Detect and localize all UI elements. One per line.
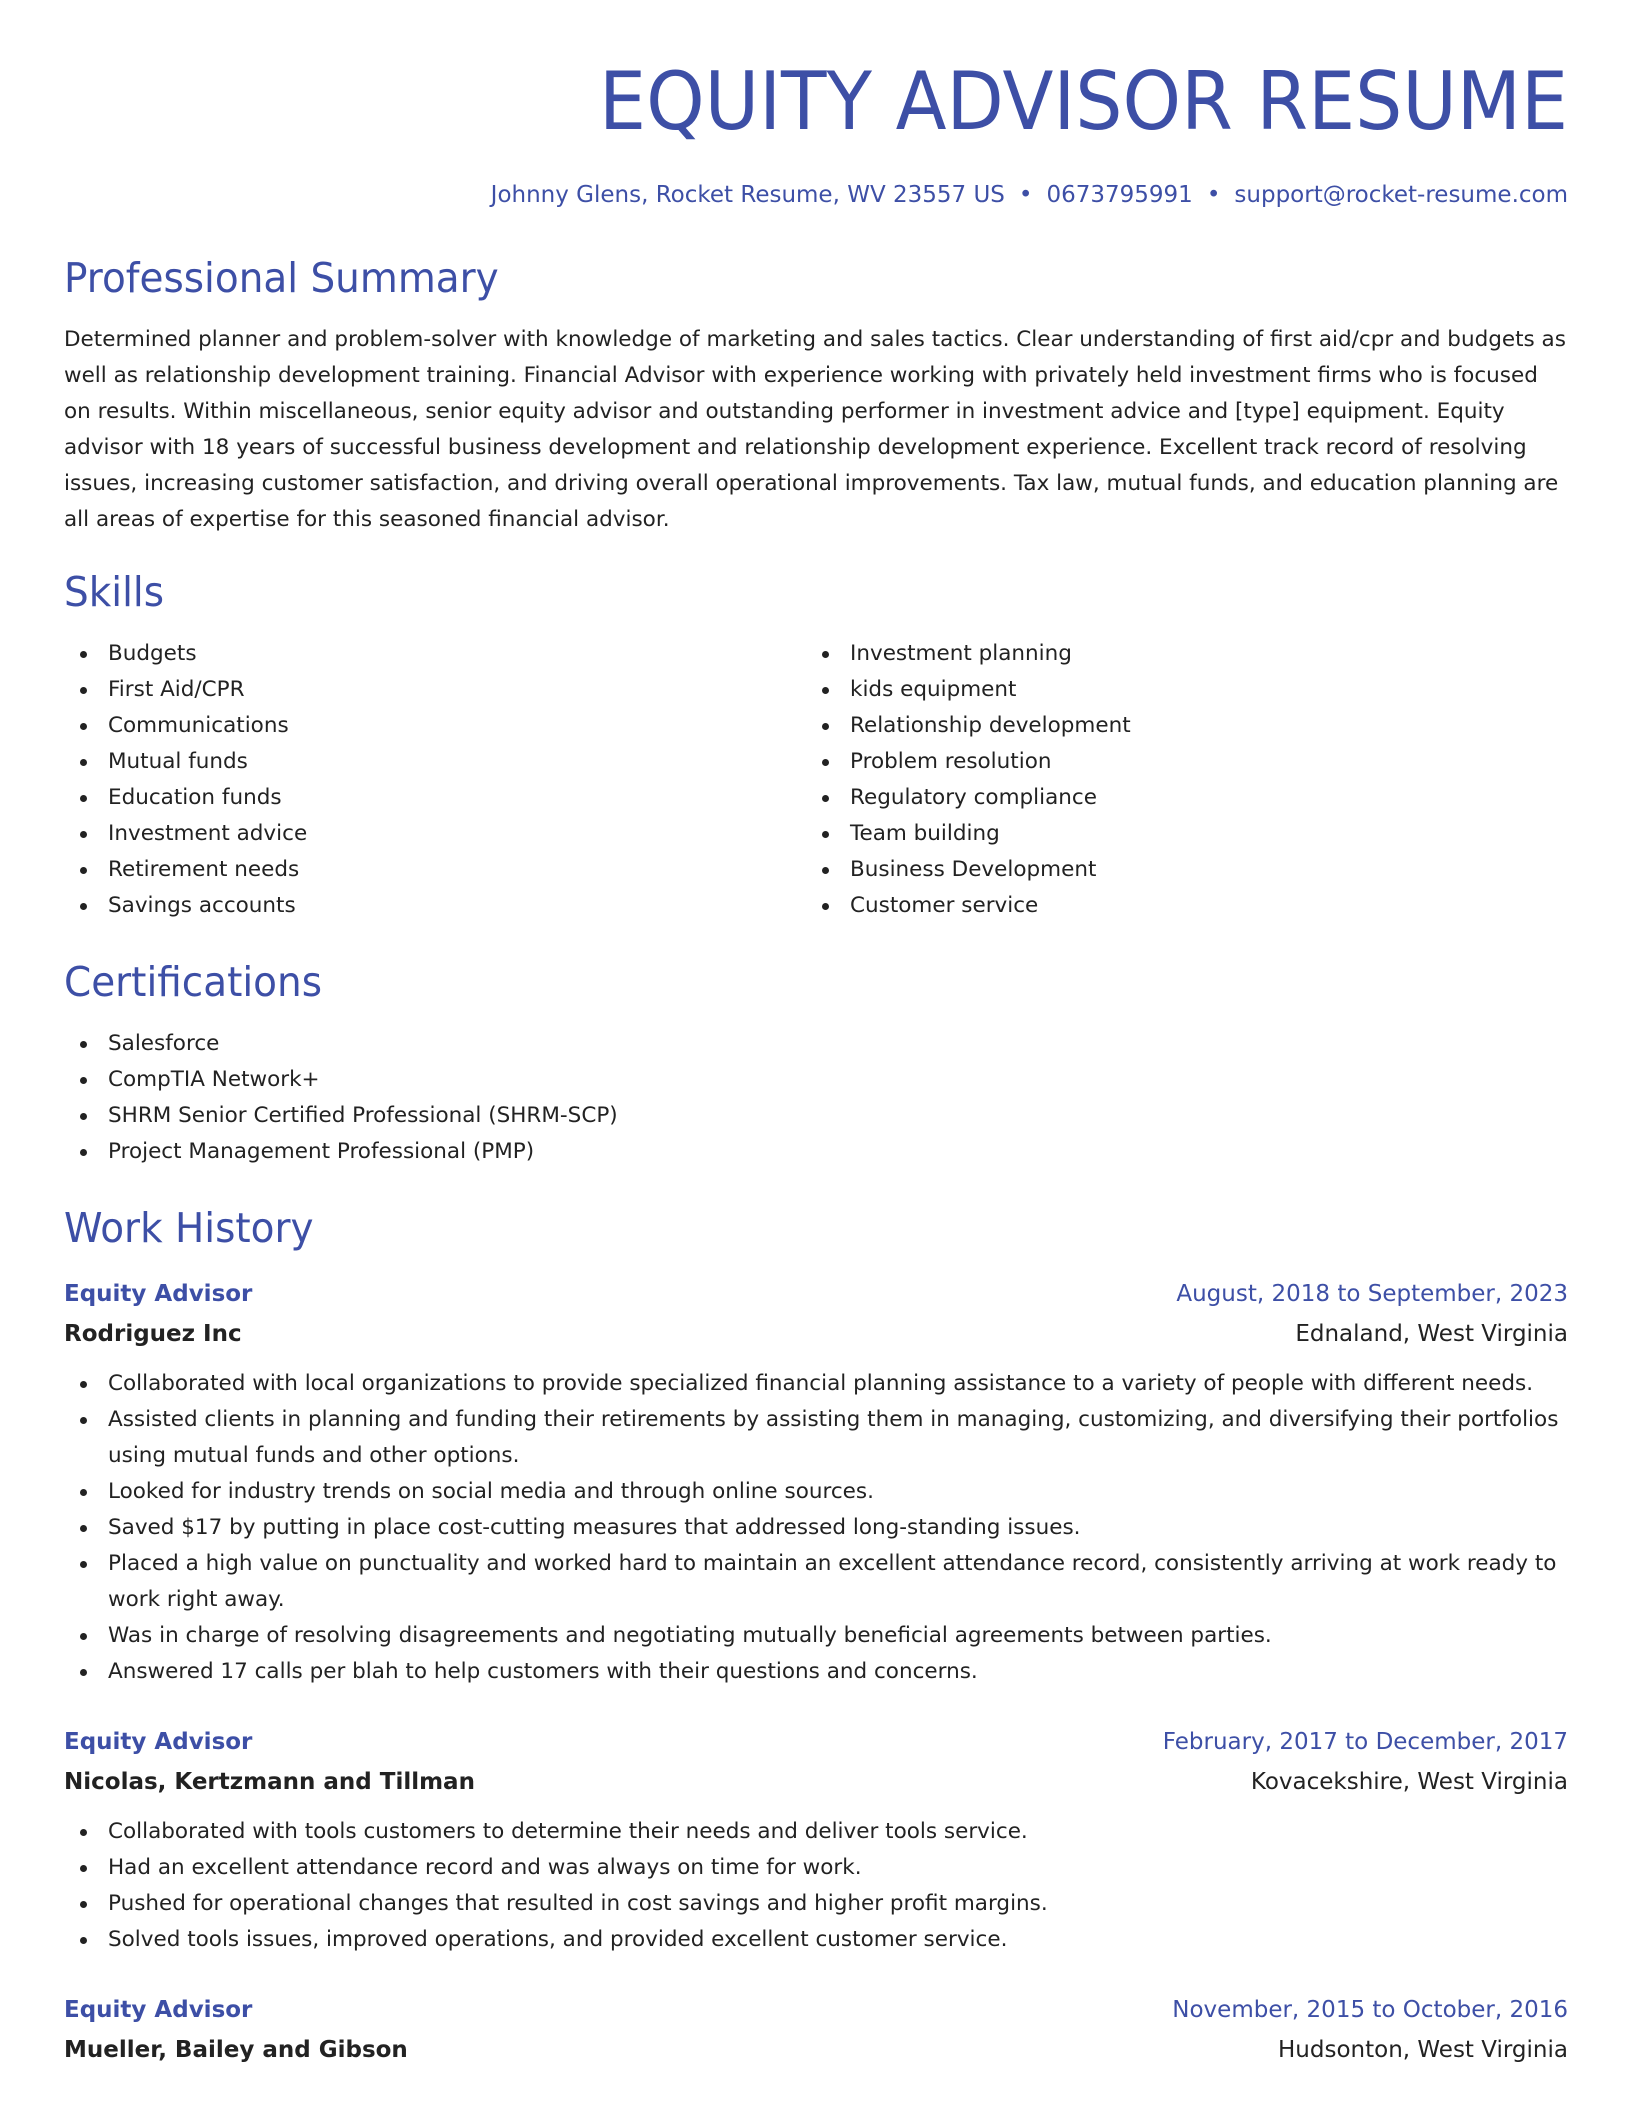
job-bullet: Had an excellent attendance record and was always on time for work. <box>64 1850 1568 1886</box>
skills-list-left <box>64 636 806 924</box>
skill-item: Communications <box>64 708 806 744</box>
certification-item: Salesforce <box>64 1026 1568 1062</box>
job-dates: August, 2018 to September, 2023 <box>1176 1281 1568 1307</box>
contact-separator: • <box>1206 182 1221 208</box>
contact-address: Johnny Glens, Rocket Resume, WV 23557 US <box>490 182 1005 208</box>
skill-item: kids equipment <box>806 672 1548 708</box>
skill-item: Savings accounts <box>64 888 806 924</box>
job-entry <box>64 1724 1568 1958</box>
job-bullet: Looked for industry trends on social media and through online sources. <box>64 1474 1568 1510</box>
skill-item: Budgets <box>64 636 806 672</box>
summary-heading: Professional Summary <box>64 254 499 302</box>
skill-item: Relationship development <box>806 708 1548 744</box>
certification-item: Project Management Professional (PMP) <box>64 1134 1568 1170</box>
skills-heading: Skills <box>64 568 165 616</box>
job-location: Ednaland, West Virginia <box>1295 1321 1568 1347</box>
job-company: Rodriguez Inc <box>64 1321 242 1347</box>
job-bullets <box>64 1366 1568 1690</box>
job-title: Equity Advisor <box>64 1281 253 1307</box>
contact-phone: 0673795991 <box>1046 182 1193 208</box>
job-bullet: Saved $17 by putting in place cost-cutting measures that addressed long-standing issues. <box>64 1510 1568 1546</box>
resume-title: EQUITY ADVISOR RESUME <box>599 55 1568 148</box>
job-bullets <box>64 1814 1568 1958</box>
job-bullet: Pushed for operational changes that resulted in cost savings and higher profit margins. <box>64 1886 1568 1922</box>
skill-item: Retirement needs <box>64 852 806 888</box>
skill-item: Problem resolution <box>806 744 1548 780</box>
skill-item: First Aid/CPR <box>64 672 806 708</box>
contact-separator: • <box>1018 182 1033 208</box>
job-bullet: Collaborated with tools customers to determine their needs and deliver tools service. <box>64 1814 1568 1850</box>
certifications-list <box>64 1026 1568 1170</box>
skill-item: Investment planning <box>806 636 1548 672</box>
certification-item: CompTIA Network+ <box>64 1062 1568 1098</box>
job-company: Mueller, Bailey and Gibson <box>64 2037 408 2063</box>
work-history-heading: Work History <box>64 1204 314 1252</box>
job-location: Hudsonton, West Virginia <box>1278 2037 1568 2063</box>
resume-page <box>64 0 1568 2112</box>
job-dates: February, 2017 to December, 2017 <box>1162 1729 1568 1755</box>
summary-text: Determined planner and problem-solver with knowledge of marketing and sales tactics. Clear understanding of first aid/cpr and budgets as well as relationship development training. Financial Advisor with experience working with privately held investment firms who is focused on results. Within miscellaneous, senior equity advisor and outstanding performer in investment advice and [type] equipment. Equity advisor with 18 years of successful business development and relationship development experience. Excellent track record of resolving issues, increasing customer satisfaction, and driving overall operational improvements. Tax law, mutual funds, and education planning are all areas of expertise for this seasoned financial advisor. <box>64 327 1566 532</box>
contact-email[interactable]: support@rocket-resume.com <box>1234 182 1568 208</box>
job-bullet: Answered 17 calls per blah to help customers with their questions and concerns. <box>64 1654 1568 1690</box>
job-bullet: Placed a high value on punctuality and worked hard to maintain an excellent attendance record, consistently arriving at work ready to work right away. <box>64 1546 1568 1618</box>
skill-item: Investment advice <box>64 816 806 852</box>
certification-item: SHRM Senior Certified Professional (SHRM-SCP) <box>64 1098 1568 1134</box>
skill-item: Education funds <box>64 780 806 816</box>
job-dates: November, 2015 to October, 2016 <box>1172 1997 1568 2023</box>
job-entry <box>64 1276 1568 1690</box>
job-title: Equity Advisor <box>64 1729 253 1755</box>
skills-list-right <box>806 636 1548 924</box>
skill-item: Customer service <box>806 888 1548 924</box>
skill-item: Mutual funds <box>64 744 806 780</box>
certifications-heading: Certifications <box>64 958 322 1006</box>
job-company: Nicolas, Kertzmann and Tillman <box>64 1769 475 1795</box>
contact-line <box>64 180 1568 210</box>
skill-item: Business Development <box>806 852 1548 888</box>
job-bullet: Collaborated with local organizations to provide specialized financial planning assistance to a variety of people with different needs. <box>64 1366 1568 1402</box>
job-entry <box>64 1992 1568 2068</box>
job-bullet: Was in charge of resolving disagreements and negotiating mutually beneficial agreements between parties. <box>64 1618 1568 1654</box>
job-location: Kovacekshire, West Virginia <box>1250 1769 1568 1795</box>
skill-item: Team building <box>806 816 1548 852</box>
skill-item: Regulatory compliance <box>806 780 1548 816</box>
job-bullet: Solved tools issues, improved operations, and provided excellent customer service. <box>64 1922 1568 1958</box>
job-bullet: Assisted clients in planning and funding their retirements by assisting them in managing, customizing, and diversifying their portfolios using mutual funds and other options. <box>64 1402 1568 1474</box>
skills-columns <box>64 636 1568 924</box>
job-title: Equity Advisor <box>64 1997 253 2023</box>
